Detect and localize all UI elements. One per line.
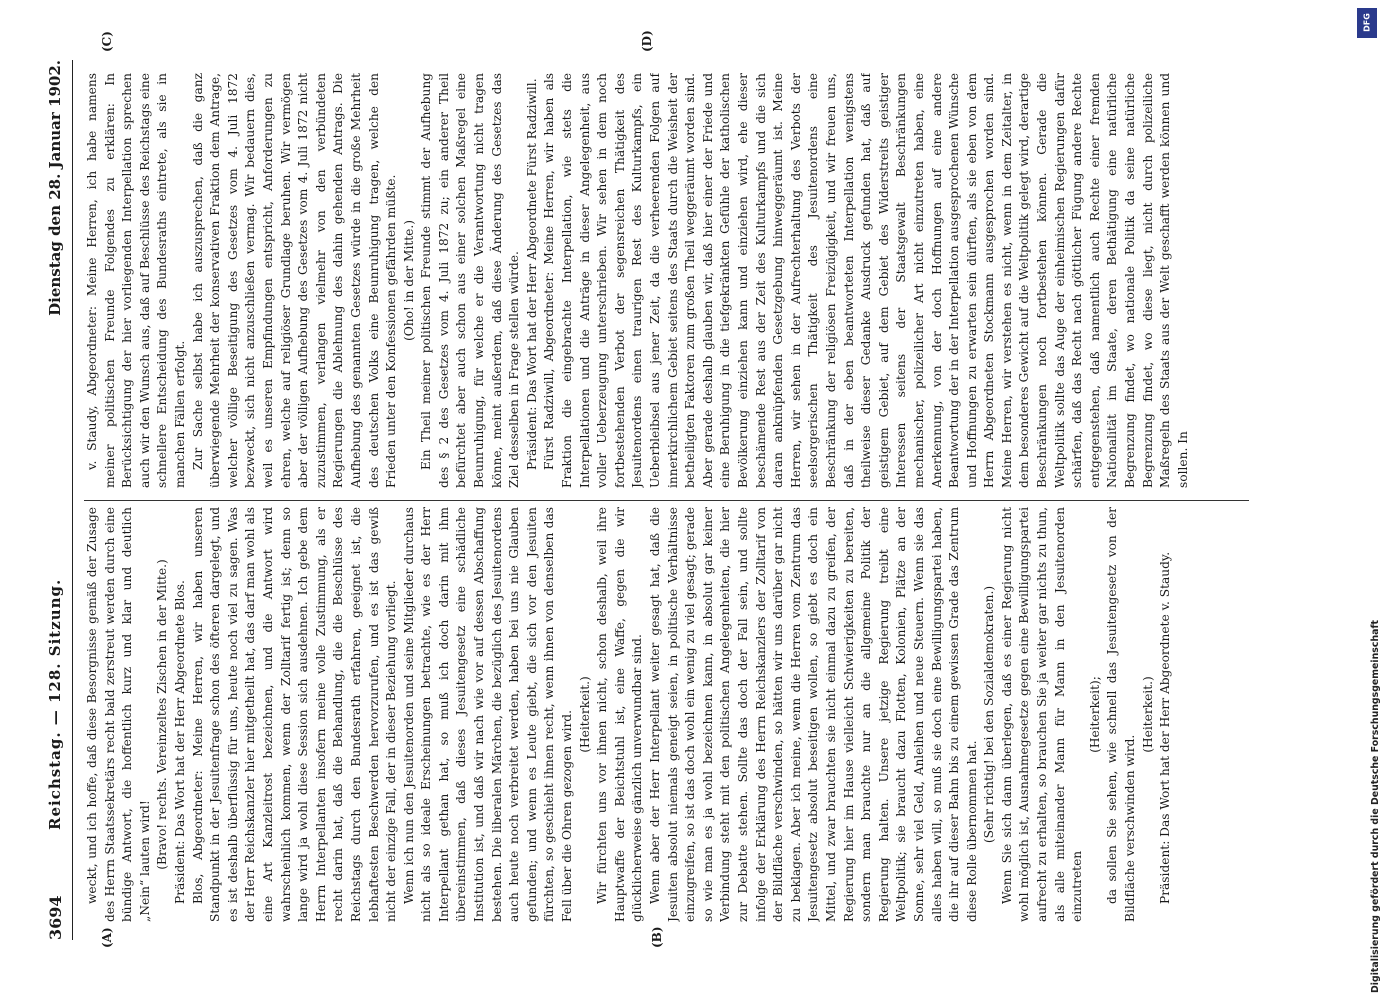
session-date: Dienstag den 28. Januar 1902. [46, 60, 64, 316]
credit-text: Digitalisierung gefördert durch die Deutsche Forschungsgemeinschaft [1370, 619, 1381, 993]
margin-marker-c: (C) [100, 31, 114, 52]
paragraph: (Sehr richtig! bei den Sozialdemokraten.) [982, 585, 997, 844]
paragraph: Wenn aber der Herr Interpellant weiter gesagt hat, daß die Jesuiten absolut niemals geneigt seien, in politische Verhältnisse einzugreifen, so ist das doch wohl ein wenig zu viel gesagt; gerade so wie man es ja wohl bezeichnen kann, in absolut gar keiner Verbindung steht mit den politischen Angelegenheiten, die hier zur Debatte stehen. Sollte das doch der Fall sein, und sollte infolge der Erklärung des Herrn Reichskanzlers der Zolltarif von der Bildfläche verschwinden, so hätten wir uns darüber gar nicht zu beklagen. Aber ich meine, wenn die Herren vom Zentrum das Jesuitengesetz absolut beseitigen wollen, so giebt es doch ein Mittel, und zwar brauchten sie nicht einmal dazu zu greifen, der Regierung hier im Hause vielleicht Schwierigkeiten zu bereiten, sondern man brauchte nur an die allgemeine Politik der Regierung halten. Unsere jetzige Regierung treibt eine Weltpolitik; sie braucht dazu Flotten, Kolonien, Plätze an der Sonne, sehr viel Geld, Anleihen und neue Steuern. Wenn sie das alles haben will, so muß sie doch eine Bewilligungspartei haben, die ihr auf dieser Bahn bis zu einem gewissen Grade das Zentrum diese Rolle übernommen hat. [648, 507, 979, 922]
dfg-logo: DFG [1357, 8, 1377, 38]
paragraph: Präsident: Das Wort hat der Herr Abgeordnete Fürst Radziwill. [524, 78, 539, 470]
digitization-credit [1356, 0, 1380, 1000]
paragraph: (Heiterkeit.) [1140, 676, 1155, 753]
paragraph: Präsident: Das Wort hat der Herr Abgeordnete Blos. [172, 580, 187, 904]
paragraph: da sollen Sie sehen, wie schnell das Jesuitengesetz von der Bildfläche verschwinden wird. [1105, 507, 1138, 922]
paragraph: Blos, Abgeordneter: Meine Herren, wir haben unseren Standpunkt in der Jesuitenfrage schon des öfteren dargelegt, und es ist deshalb überflüssig für uns, heute noch viel zu sagen. Was der Herr Reichskanzler hier mitgetheilt hat, das darf man wohl als eine Art Kanzleitrost bezeichnen, und die Antwort wird wahrscheinlich kommen, wenn der Zolltarif fertig ist; denn so lange wird ja wohl diese Session sich ausdehnen. Ich gebe dem Herrn Interpellanten insofern meine volle Zustimmung, als er recht darin hat, daß die Behandlung, die die Beschlüsse des Reichstags durch den Bundesrath erfahren, geeignet ist, die lebhaftesten Beschwerden hervorzurufen, und es ist das gewiß nicht der einzige Fall, der in dieser Beziehung vorliegt. [190, 507, 399, 922]
page-number: 3694 [46, 895, 65, 940]
paragraph: (Bravo! rechts. Vereinzeltes Zischen in der Mitte.) [155, 559, 170, 870]
page-title: Reichstag. — 128. Sitzung. [46, 578, 64, 830]
margin-marker-b: (B) [650, 926, 664, 948]
paragraph: (Oho! in der Mitte.) [401, 219, 416, 342]
paragraph: (Heiterkeit.) [577, 676, 592, 753]
paragraph: Wenn ich nun den Jesuitenorden und seine Mitglieder durchaus nicht als so ideale Erscheinungen betrachte, wie es der Herr Interpellant gethan hat, so muß ich doch darin mit ihm übereinstimmen, daß dieses Jesuitengesetz eine schädliche Institution ist, und daß wir nach wie vor auf dessen Abschaffung bestehen. Die liberalen Märchen, die bezüglich des Jesuitenordens auch heute noch verbreitet werden, haben bei uns nie Glauben gefunden; und wenn es Leute giebt, die sich vor den Jesuiten fürchten, so geschieht ihnen recht, wenn ihnen von denselben das Fell über die Ohren gezogen wird. [401, 507, 575, 922]
paragraph: weckt, und ich hoffe, daß diese Besorgnisse gemäß der Zusage des Herrn Staatssekretärs recht bald zerstreut werden durch eine bündige Antwort, die hoffentlich kurz und klar und deutlich „Nein“ lauten wird! [85, 507, 152, 922]
paragraph: Präsident: Das Wort hat der Herr Abgeordnete v. Staudy. [1158, 551, 1173, 904]
paragraph: Wir fürchten uns vor ihnen nicht, schon deshalb, weil ihre Hauptwaffe der Beichtstuhl ist, eine Waffe, gegen die wir glücklicherweise gänzlich unverwundbar sind. [595, 507, 645, 922]
right-column [84, 73, 1249, 488]
column-divider [84, 500, 1249, 501]
margin-marker-a: (A) [100, 927, 114, 948]
paragraph: Zur Sache selbst habe ich auszusprechen, daß die ganz überwiegende Mehrheit der konservativen Fraktion dem Antrage, welcher völlige Beseitigung des Gesetzes vom 4. Juli 1872 bezweckt, sich nicht anzuschließen vermag. Wir bedauern dies, weil es unseren Empfindungen entspricht, Anforderungen zu ehren, welche auf religiöser Grundlage beruhen. Wir vermögen aber der völligen Aufhebung des Gesetzes vom 4. Juli 1872 nicht zuzustimmen, verlangen vielmehr von den verbündeten Regierungen die Ablehnung des dahin gehenden Antrags. Die Aufhebung des genannten Gesetzes würde in die große Mehrheit des deutschen Volks eine Beunruhigung tragen, welche den Frieden unter den Konfessionen gefährden müßte. [190, 73, 399, 488]
paragraph: Wenn Sie sich dann überlegen, daß es einer Regierung nicht wohl möglich ist, Ausnahmegesetze gegen eine Bewilligungspartei aufrecht zu erhalten, so brauchen Sie ja weiter gar nichts zu thun, als alle miteinander Mann für Mann in den Jesuitenorden einzutreten [999, 507, 1085, 922]
header-rule [72, 60, 73, 940]
paragraph: Fürst Radziwill, Abgeordneter: Meine Herren, wir haben als Fraktion die eingebrachte Interpellation, wie stets die Interpellationen und die Anträge in dieser Angelegenheit, aus voller Ueberzeugung unterschrieben. Wir sehen in dem noch fortbestehenden Verbot der segensreichen Thätigkeit des Jesuitenordens einen traurigen Rest des Kulturkampfs, ein Ueberbleibsel aus jener Zeit, da die verheerenden Folgen auf innerkirchlichem Gebiet seitens des Staats durch die Weisheit der betheiligten Faktoren zum großen Theil weggeräumt worden sind. Aber gerade deshalb glauben wir, daß hier einer der Friede und eine Beruhigung in die tiefgekränkten Gefühle der katholischen Bevölkerung einziehen kann und einziehen wird, ehe dieser beschämende Rest aus der Zeit des Kulturkampfs und die sich daran anknüpfenden Gesetzgebung hinweggeräumt ist. Meine Herren, wir sehen in der Aufrechterhaltung des Verbots der seelsorgerischen Thätigkeit des Jesuitenordens eine Beschränkung der religiösen Freizügigkeit, und wir freuen uns, daß in der eben beantworteten Interpellation wenigstens theilweise dieser Gedanke Ausdruck gefunden hat, daß auf geistigem Gebiet, auf dem Gebiet des Widerstreits geistiger Interessen seitens der Staatsgewalt Beschränkungen mechanischer, polizeilicher Art nicht einzutreten haben, eine Anerkennung, von der doch Hoffnungen auf eine andere Beantwortung der in der Interpellation ausgesprochenen Wünsche und Hoffnungen zu erwarten sein dürften, als sie eben von dem Herrn Abgeordneten Stockmann ausgesprochen worden sind. Meine Herren, wir verstehen es nicht, wenn in dem Zeitalter, in dem besonderes Gewicht auf die Weltpolitik gelegt wird, derartige Beschränkungen noch fortbestehen können. Gerade die Weltpolitik sollte das Auge der einheimischen Regierungen dafür schärfen, daß das Recht nach göttlicher Fügung andere Rechte entgegenstehen, daß namentlich auch Rechte einer fremden Nationalität im Staate, deren Bethätigung eine natürliche Begrenzung findet, wo nationale Politik da seine natürliche Begrenzung findet, wo diese liegt, nicht durch polizeiliche Maßregeln des Staats aus der Welt geschafft werden können und sollen. In [542, 73, 1190, 488]
paragraph: v. Staudy, Abgeordneter: Meine Herren, ich habe namens meiner politischen Freunde Folgendes zu erklären: In Berücksichtigung der hier vorliegenden Interpellation sprechen auch wir den Wunsch aus, daß auf Beschlüsse des Reichstags eine schnellere Entscheidung des Bundesraths eintrete, als sie in manchen Fällen erfolgt. [85, 73, 187, 488]
left-column [84, 507, 1249, 922]
paragraph: Ein Theil meiner politischen Freunde stimmt der Aufhebung des § 2 des Gesetzes vom 4. Juli 1872 zu; ein anderer Theil befürchtet aber auch schon aus einer solchen Maßregel eine Beunruhigung, für welche er die Verantwortung nicht tragen könne, meint außerdem, daß diese Änderung des Gesetzes das Ziel desselben in Frage stellen würde. [419, 73, 522, 488]
paragraph: (Heiterkeit); [1087, 676, 1102, 753]
margin-marker-d: (D) [640, 30, 654, 52]
